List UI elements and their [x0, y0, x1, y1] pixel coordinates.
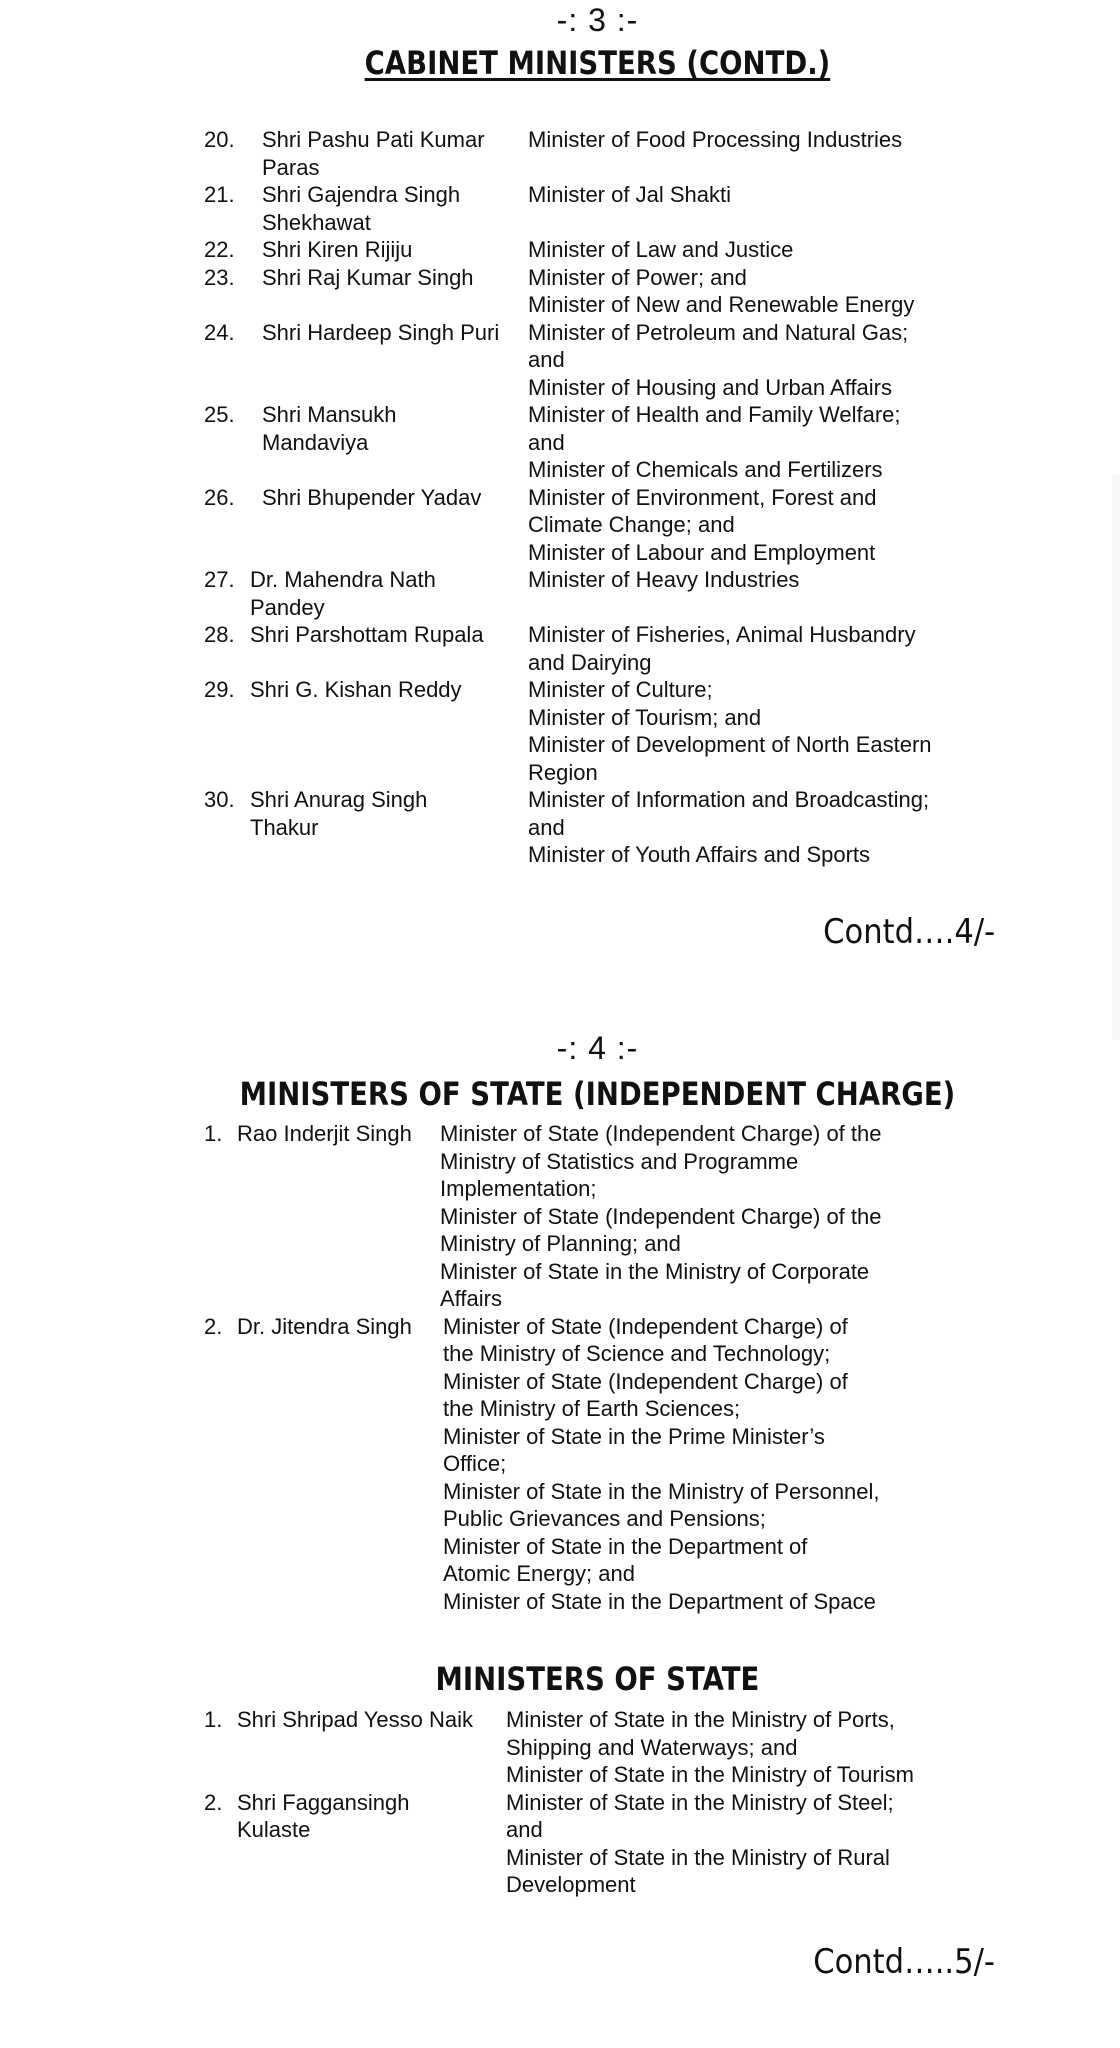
page-number-marker: -: 3 :-: [556, 2, 639, 38]
minister-entry: [0, 484, 1120, 567]
minister-entry: [0, 786, 1120, 869]
minister-entry: [0, 181, 1120, 236]
minister-entry: [0, 621, 1120, 676]
entry-number: 26.: [204, 484, 235, 510]
minister-name: Shri Parshottam Rupala: [250, 622, 484, 647]
minister-portfolio: Minister of Food Processing Industries: [528, 127, 903, 152]
minister-portfolio: Minister of Culture; Minister of Tourism; and Minister of Development of North Eastern Region: [528, 677, 932, 785]
minister-portfolio: Minister of State in the Ministry of Ports, Shipping and Waterways; and Minister of State in the Ministry of Tourism: [506, 1707, 914, 1787]
cabinet-ministers-list: [0, 126, 1120, 869]
entry-number: 28.: [204, 622, 235, 647]
minister-portfolio: Minister of Information and Broadcasting; and Minister of Youth Affairs and Sports: [528, 787, 930, 867]
minister-portfolio: Minister of Jal Shakti: [528, 182, 731, 207]
page-number-marker: -: 4 :-: [556, 1030, 639, 1066]
minister-portfolio: Minister of Fisheries, Animal Husbandry and Dairying: [528, 622, 916, 675]
minister-name: Shri Hardeep Singh Puri: [262, 319, 500, 345]
minister-portfolio: Minister of Petroleum and Natural Gas; and Minister of Housing and Urban Affairs: [528, 319, 909, 400]
minister-entry: [0, 1313, 1120, 1616]
section-heading-cabinet: [84, 44, 1112, 82]
entry-number: 2.: [204, 1313, 223, 1339]
section-heading-ministers-of-state: MINISTERS OF STATE: [435, 1660, 760, 1698]
entry-number: 30.: [204, 787, 235, 812]
minister-portfolio: Minister of State (Independent Charge) of the Ministry of Science and Technology; Minister of State (Independent Charge) of the Ministry of Earth Sciences; Minister of State in the Prime Minister’s Office; Minister of State in the Ministry of Personnel, Public Grievances and Pensions; Minister of State in the Department of Atomic Energy; and Minister of State in the Department of Space: [443, 1313, 880, 1614]
minister-name: Dr. Jitendra Singh: [237, 1313, 412, 1339]
minister-entry: [0, 126, 1120, 181]
minister-portfolio: Minister of Environment, Forest and Climate Change; and Minister of Labour and Employment: [528, 484, 877, 565]
entry-number: 23.: [204, 264, 235, 290]
minister-entry: [0, 401, 1120, 484]
continued-note: Contd….4/-: [822, 912, 995, 952]
ministers-of-state-list: [0, 1706, 1120, 1899]
entry-number: 21.: [204, 182, 235, 207]
minister-name: Shri Faggansingh Kulaste: [237, 1789, 410, 1842]
entry-number: 25.: [204, 402, 235, 427]
entry-number: 27.: [204, 567, 235, 592]
minister-name: Shri Mansukh Mandaviya: [262, 402, 397, 455]
entry-number: 29.: [204, 677, 235, 702]
minister-entry: [0, 1789, 1120, 1899]
minister-portfolio: Minister of Law and Justice: [528, 237, 794, 262]
entry-number: 20.: [204, 127, 235, 152]
minister-name: Shri G. Kishan Reddy: [250, 677, 462, 702]
minister-name: Shri Bhupender Yadav: [262, 484, 482, 510]
section-heading-independent-charge: MINISTERS OF STATE (INDEPENDENT CHARGE): [239, 1075, 956, 1113]
minister-entry: [0, 1120, 1120, 1313]
entry-number: 24.: [204, 319, 235, 345]
minister-portfolio: Minister of State in the Ministry of Steel; and Minister of State in the Ministry of Rural Development: [506, 1789, 894, 1897]
minister-name: Shri Shripad Yesso Naik: [237, 1707, 474, 1732]
minister-portfolio: Minister of State (Independent Charge) of the Ministry of Statistics and Programme Implementation; Minister of State (Independent Charge) of the Ministry of Planning; and Minister of State in the Ministry of Corporate Affairs: [440, 1121, 882, 1311]
entry-number: 1.: [204, 1707, 223, 1732]
minister-portfolio: Minister of Power; and Minister of New and Renewable Energy: [528, 264, 915, 317]
heading-text: CABINET MINISTERS (CONTD.): [364, 44, 831, 82]
minister-entry: [0, 319, 1120, 402]
minister-name: Shri Gajendra Singh Shekhawat: [262, 182, 461, 235]
entry-number: 1.: [204, 1121, 223, 1146]
minister-entry: [0, 264, 1120, 319]
entry-number: 22.: [204, 237, 235, 262]
minister-entry: [0, 236, 1120, 264]
minister-name: Dr. Mahendra Nath Pandey: [250, 567, 436, 620]
minister-name: Shri Anurag Singh Thakur: [250, 787, 428, 840]
independent-charge-list: [0, 1120, 1120, 1615]
entry-number: 2.: [204, 1789, 223, 1815]
minister-name: Shri Raj Kumar Singh: [262, 264, 474, 290]
minister-name: Rao Inderjit Singh: [237, 1121, 412, 1146]
minister-name: Shri Kiren Rijiju: [262, 237, 413, 262]
minister-entry: [0, 676, 1120, 786]
minister-portfolio: Minister of Health and Family Welfare; and Minister of Chemicals and Fertilizers: [528, 402, 901, 482]
continued-note: Contd…..5/-: [813, 1942, 995, 1982]
minister-entry: [0, 1706, 1120, 1789]
minister-entry: [0, 566, 1120, 621]
scrollbar[interactable]: [1112, 475, 1120, 1040]
minister-name: Shri Pashu Pati Kumar Paras: [262, 127, 485, 180]
minister-portfolio: Minister of Heavy Industries: [528, 567, 800, 592]
